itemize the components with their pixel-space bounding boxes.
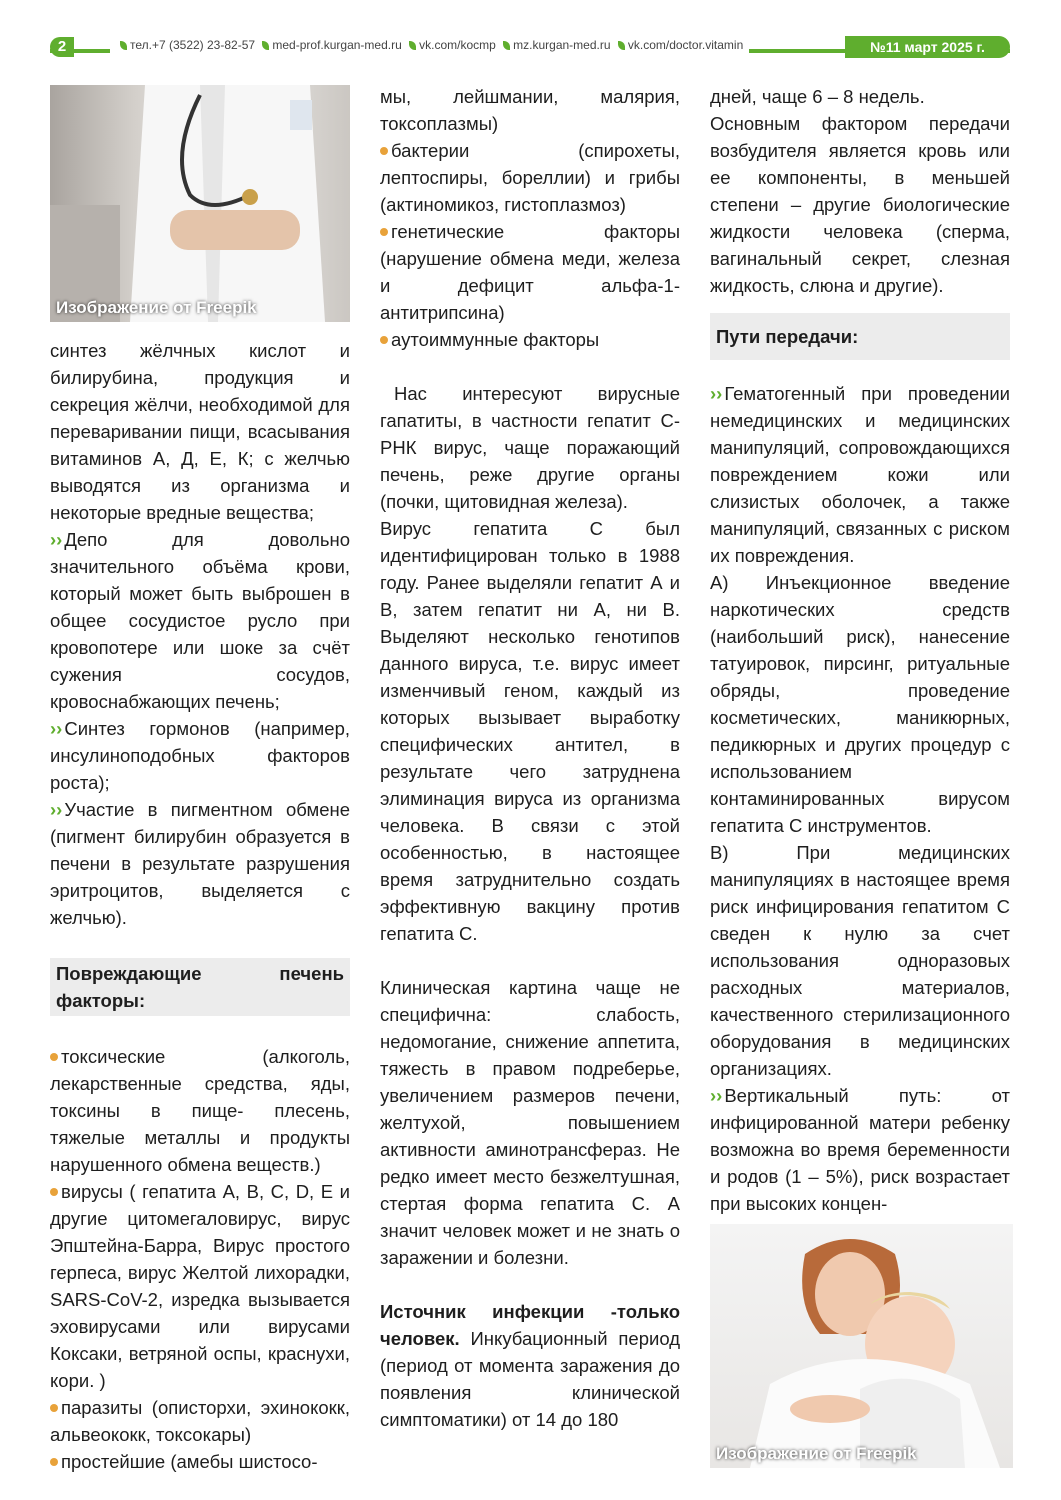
page-header [50, 37, 1010, 57]
chevron-bullet-icon: ›› [50, 718, 63, 739]
doctor-photo [50, 85, 350, 322]
bullet-dot-icon [50, 1404, 58, 1412]
leaf-icon [618, 41, 625, 50]
chevron-bullet-icon: ›› [50, 529, 63, 550]
liver-function-item [50, 526, 350, 715]
section-heading-factors: Повреждающие печень факторы: [50, 958, 350, 1016]
item-text: паразиты (описторхи, эхинококк, альвеококк, токсокары) [50, 1397, 350, 1445]
leaf-icon [120, 41, 127, 50]
item-text: токсические (алкоголь, лекарственные средства, яды, токсины в пище- плесень, тяжелые металлы и продукты нарушенного обмена веществ.) [50, 1046, 350, 1175]
page-number: 2 [50, 37, 74, 57]
mother-child-photo [710, 1224, 1013, 1468]
section-heading-routes: Пути передачи: [710, 313, 1010, 360]
route-item [710, 1082, 1010, 1217]
incubation-text: Инкубационный период (период от момента заражения до появления клинической симптоматики) от 14 до 180 [380, 1328, 680, 1430]
contact-vk-doctor[interactable]: vk.com/doctor.vitamin [627, 38, 744, 52]
leaf-icon [262, 41, 269, 50]
bullet-dot-icon [50, 1458, 58, 1466]
infection-source-heading: Источник инфекции -только человек. [380, 1301, 680, 1349]
chevron-bullet-icon: ›› [710, 1085, 723, 1106]
item-text: аутоиммунные факторы [391, 329, 600, 350]
item-text: вирусы ( гепатита А, В, С, D, Е и другие цитомегаловирус, вирус Эпштейна-Барра, Вирус простого герпеса, вирус Желтой лихорадки, SARS-CoV-2, изредка вызывается эховирусами или вирусами Коксаки, ветряной оспы, краснухи, кори. ) [50, 1181, 350, 1391]
mother-child-illustration [710, 1224, 1013, 1468]
factor-continuation: мы, лейшмании, малярия, токсоплазмы) [380, 86, 680, 134]
hepatitis-history-paragraph: Вирус гепатита С был идентифицирован только в 1988 году. Ранее выделяли гепатит А и В, затем гепатит ни А, ни В. Выделяют несколько генотипов данного вируса, т.е. вирус имеет изменчивый геном, каждый из которых вызывает выработку специфических антител, в результате чего затруднена элиминация вируса из организма человека. В связи с этой особенностью, в настоящее время затруднительно создать эффективную вакцину против гепатита С. [380, 518, 680, 944]
bullet-dot-icon [50, 1188, 58, 1196]
factor-item [50, 1043, 350, 1178]
item-text: Гематогенный при проведении немедицинских и медицинских манипуляций, сопровождающихся повреждением кожи или слизистых оболочек, а также манипуляций, связанных с риском их повреждения. [710, 383, 1010, 566]
factor-item [50, 1178, 350, 1394]
item-text: бактерии (спирохеты, лептоспиры, бореллии) и грибы (актиномикоз, гистоплазмоз) [380, 140, 680, 215]
route-sub-a: А) Инъекционное введение наркотических средств (наибольший риск), нанесение татуировок, пирсинг, ритуальные обряды, проведение косметических, маникюрных, педикюрных и других процедур с использованием контаминированных вирусом гепатита С инструментов. [710, 572, 1010, 836]
item-text: Синтез гормонов (например, инсулиноподобных факторов роста); [50, 718, 350, 793]
item-text: простейшие (амебы шистосо- [61, 1451, 318, 1472]
leaf-icon [409, 41, 416, 50]
liver-function-item [50, 796, 350, 931]
issue-number: №11 март 2025 г. [845, 36, 1010, 58]
column-3 [710, 83, 1010, 1217]
contact-site-prof[interactable]: med-prof.kurgan-med.ru [272, 38, 402, 52]
factor-item [50, 1394, 350, 1448]
bullet-dot-icon [380, 228, 388, 236]
factor-item [380, 218, 680, 326]
incubation-continuation: дней, чаще 6 – 8 недель. [710, 86, 925, 107]
factor-item [50, 1448, 350, 1475]
bullet-dot-icon [50, 1053, 58, 1061]
item-text: Вертикальный путь: от инфицированной матери ребенку возможна во время беременности и родов (1 – 5%), риск возрастает при высоких концен- [710, 1085, 1010, 1214]
bullet-dot-icon [380, 336, 388, 344]
contact-site-mz[interactable]: mz.kurgan-med.ru [513, 38, 611, 52]
photo-caption: Изображение от Freepik [716, 1444, 917, 1463]
factor-item [380, 137, 680, 218]
route-item [710, 380, 1010, 569]
clinical-picture-paragraph: Клиническая картина чаще не специфична: слабость, недомогание, снижение аппетита, тяжесть в правом подреберье, увеличением размеров печени, желтухой, повышением активности аминотрансфераз. Не редко имеет место безжелтушная, стертая форма гепатита С. А значит человек может и не знать о заражении и болезни. [380, 977, 680, 1268]
photo-caption: Изображение от Freepik [56, 298, 257, 317]
chevron-bullet-icon: ›› [710, 383, 723, 404]
item-text: Участие в пигментном обмене (пигмент билирубин образуется в печени в результате разрушения эритроцитов, выделяется с желчью). [50, 799, 350, 928]
column-2 [380, 83, 680, 1433]
bullet-dot-icon [380, 147, 388, 155]
transmission-factor-paragraph: Основным фактором передачи возбудителя является кровь или ее компоненты, в меньшей степени – другие биологические жидкости человека (сперма, вагинальный секрет, слезная жидкость, слюна и другие). [710, 113, 1010, 296]
header-contacts [110, 37, 749, 53]
route-sub-b: В) При медицинских манипуляциях в настоящее время риск инфицирования гепатитом С сведен к нулю за счет использования одноразовых расходных материалов, качественного стерилизационного оборудования в медицинских организациях. [710, 842, 1010, 1079]
liver-functions-intro: синтез жёлчных кислот и билирубина, продукция и секреция жёлчи, необходимой для переваривании пищи, всасывания витаминов А, Д, Е, К; с желчью выводятся из организма и некоторые вредные вещества; [50, 340, 350, 523]
chevron-bullet-icon: ›› [50, 799, 63, 820]
hepatitis-intro-paragraph: Нас интересуют вирусные гапатиты, в частности гепатит С- РНК вирус, чаще поражающий печень, реже другие органы (почки, щитовидная железа). [380, 383, 680, 512]
contact-vk-kocmp[interactable]: vk.com/kocmp [419, 38, 496, 52]
contact-phone: тел.+7 (3522) 23-82-57 [130, 38, 256, 52]
liver-function-item [50, 715, 350, 796]
leaf-icon [503, 41, 510, 50]
doctor-illustration [50, 85, 350, 322]
item-text: генетические факторы (нарушение обмена меди, железа и дефицит альфа-1-антитрипсина) [380, 221, 680, 323]
factor-item [380, 326, 680, 353]
item-text: Депо для довольно значительного объёма крови, который может быть выброшен в общее сосудистое русло при кровопотере или шоке за счёт сужения сосудов, кровоснабжающих печень; [50, 529, 350, 712]
infection-source-paragraph [380, 1298, 680, 1433]
column-1 [50, 337, 350, 1475]
